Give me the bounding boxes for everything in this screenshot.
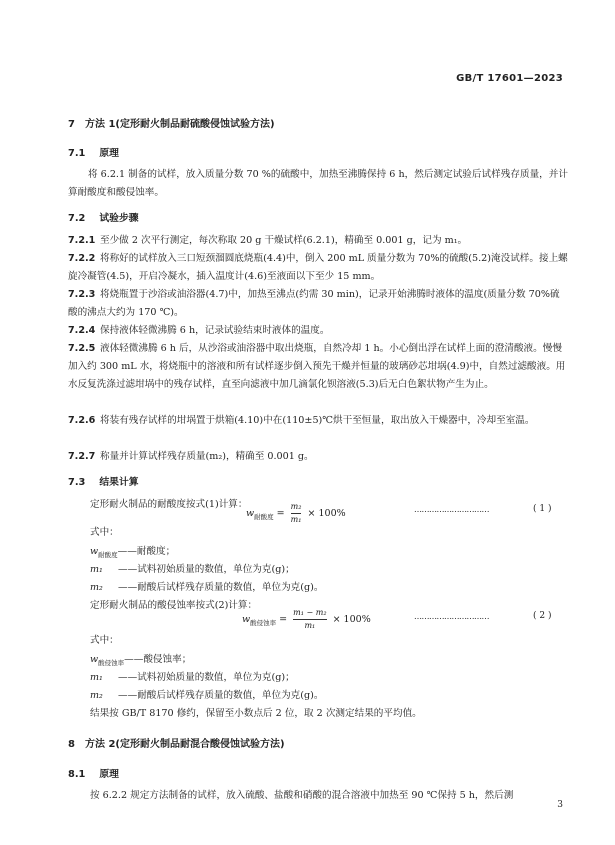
variable-subscript: 耐酸度 <box>98 550 118 559</box>
formula-lhs-subscript: 耐酸度 <box>254 512 274 521</box>
variable-description: ——耐酸度； <box>117 546 176 557</box>
page-number: 3 <box>557 800 563 810</box>
variable-definition <box>90 579 324 593</box>
numerator: m₁ − m₂ <box>293 608 327 617</box>
principle-paragraph: 按 6.2.2 规定方法制备的试样，放入硫酸、盐酸和硝酸的混合溶液中加热至 90 ℃保持 5 h，然后测 <box>90 790 514 801</box>
variable-definition <box>90 543 175 559</box>
variable-symbol: m₁ <box>90 564 103 575</box>
section-title: 原理 <box>99 769 119 780</box>
principle-paragraph: 将 6.2.1 制备的试样，放入质量分数 70 %的硫酸中，加热至沸腾保持 6 h，然后测定试验后试样残存质量，并计算耐酸度和酸侵蚀率。 <box>68 169 568 198</box>
section-title: 结果计算 <box>99 477 139 488</box>
step-number: 7.2.6 <box>68 415 96 426</box>
section-number: 8.1 <box>68 769 86 780</box>
section-7-2-heading <box>68 210 139 224</box>
step-7-2-3 <box>68 286 568 322</box>
equation-number: ( 2 ) <box>533 611 552 621</box>
multiplier: × 100% <box>307 508 346 519</box>
step-7-2-7 <box>68 448 568 466</box>
fraction-bar <box>293 619 326 620</box>
where-label: 式中： <box>90 527 119 538</box>
variable-definition <box>90 561 295 575</box>
multiplier: × 100% <box>332 614 371 625</box>
equation-number: ( 1 ) <box>533 504 552 514</box>
formula-lhs: w <box>246 508 255 519</box>
equals-sign: = <box>279 614 288 625</box>
denominator: m₁ <box>304 621 316 630</box>
step-7-2-1 <box>68 232 568 250</box>
step-text: 将烧瓶置于沙浴或油浴器(4.7)中，加热至沸点(约需 30 min)，记录开始沸腾时液体的温度(质量分数 70%硫酸的沸点大约为 170 ℃)。 <box>68 289 560 318</box>
variable-symbol: w <box>90 654 99 665</box>
fraction <box>293 608 326 631</box>
variable-description: ——酸侵蚀率； <box>124 654 192 665</box>
section-7-heading <box>68 115 275 130</box>
step-number: 7.2.5 <box>68 343 96 354</box>
step-7-2-2 <box>68 250 568 286</box>
variable-symbol: m₂ <box>90 690 103 701</box>
step-text: 称量并计算试样残存质量(m₂)，精确至 0.001 g。 <box>100 451 314 462</box>
step-number: 7.2.2 <box>68 253 96 264</box>
formula-lhs: w <box>242 614 251 625</box>
step-number: 7.2.7 <box>68 451 96 462</box>
formula-1-intro: 定形耐火制品的耐酸度按式(1)计算： <box>90 499 248 510</box>
variable-definition <box>90 669 295 683</box>
variable-definition <box>90 651 191 667</box>
step-text: 至少做 2 次平行测定，每次称取 20 g 干燥试样(6.2.1)，精确至 0.001 g，记为 m₁。 <box>100 235 468 246</box>
section-7-3-heading <box>68 474 139 488</box>
variable-description: ——耐酸后试样残存质量的数值，单位为克(g)。 <box>118 690 324 701</box>
variable-symbol: m₁ <box>90 672 103 683</box>
section-number: 7.1 <box>68 148 86 159</box>
section-title: 原理 <box>99 148 119 159</box>
step-number: 7.2.1 <box>68 235 96 246</box>
numerator: m₂ <box>290 502 302 511</box>
section-number: 7.2 <box>68 213 86 224</box>
variable-description: ——耐酸后试样残存质量的数值，单位为克(g)。 <box>118 582 324 593</box>
step-number: 7.2.3 <box>68 289 96 300</box>
variable-subscript: 酸侵蚀率 <box>98 658 125 667</box>
section-title: 试验步骤 <box>99 213 139 224</box>
section-8-heading <box>68 735 285 750</box>
section-8-1-heading <box>68 766 119 780</box>
step-7-2-6 <box>68 412 568 430</box>
step-7-2-4 <box>68 322 568 340</box>
step-text: 保持液体轻微沸腾 6 h，记录试验结束时液体的温度。 <box>100 325 330 336</box>
step-number: 7.2.4 <box>68 325 96 336</box>
step-text: 液体轻微沸腾 6 h 后，从沙浴或油浴器中取出烧瓶，自然冷却 1 h。小心倒出浮在试样上面的澄清酸液。慢慢加入约 300 mL 水，将烧瓶中的溶液和所有试样逐步倒入预先干燥并恒量的玻璃砂芯坩埚(4.9)中，自然过滤酸液。用水反复洗涤过滤坩埚中的残存试样，直至向滤液中加几滴氯化钡溶液(5.3)后无白色絮状物产生为止。 <box>68 343 566 390</box>
section-number: 7.3 <box>68 477 86 488</box>
step-7-2-5 <box>68 340 568 394</box>
variable-symbol: m₂ <box>90 582 103 593</box>
section-title: 方法 2(定形耐火制品耐混合酸侵蚀试验方法) <box>84 739 285 750</box>
leader-dots: ………………………… <box>414 612 489 621</box>
section-title: 方法 1(定形耐火制品耐硫酸侵蚀试验方法) <box>84 119 275 130</box>
equals-sign: = <box>276 508 285 519</box>
fraction <box>291 502 302 525</box>
formula-1 <box>246 502 346 525</box>
variable-description: ——试料初始质量的数值，单位为克(g)； <box>118 564 295 575</box>
formula-2-intro: 定形耐火制品的酸侵蚀率按式(2)计算： <box>90 600 258 611</box>
leader-dots: ………………………… <box>414 505 489 514</box>
section-7-1-heading <box>68 145 119 159</box>
step-text: 将称好的试样放入三口短颈溜圆底烧瓶(4.4)中，倒入 200 mL 质量分数为 70%的硫酸(5.2)淹没试样。接上螺旋冷凝管(4.5)，开启冷凝水，插入温度计(4.6)至液面以下至少 15 mm。 <box>68 253 568 282</box>
standard-number: GB/T 17601—2023 <box>456 73 563 84</box>
formula-lhs-subscript: 酸侵蚀率 <box>250 618 277 627</box>
section-number: 8 <box>68 739 75 750</box>
variable-symbol: w <box>90 546 99 557</box>
denominator: m₁ <box>290 515 302 524</box>
step-text: 将装有残存试样的坩埚置于烘箱(4.10)中在(110±5)℃烘干至恒量，取出放入干燥器中，冷却至室温。 <box>100 415 535 426</box>
fraction-bar <box>291 513 302 514</box>
where-label: 式中： <box>90 635 119 646</box>
variable-definition <box>90 687 324 701</box>
rounding-note: 结果按 GB/T 8170 修约，保留至小数点后 2 位，取 2 次测定结果的平均值。 <box>90 708 422 719</box>
section-number: 7 <box>68 119 75 130</box>
formula-2 <box>242 608 371 631</box>
variable-description: ——试料初始质量的数值，单位为克(g)； <box>118 672 295 683</box>
